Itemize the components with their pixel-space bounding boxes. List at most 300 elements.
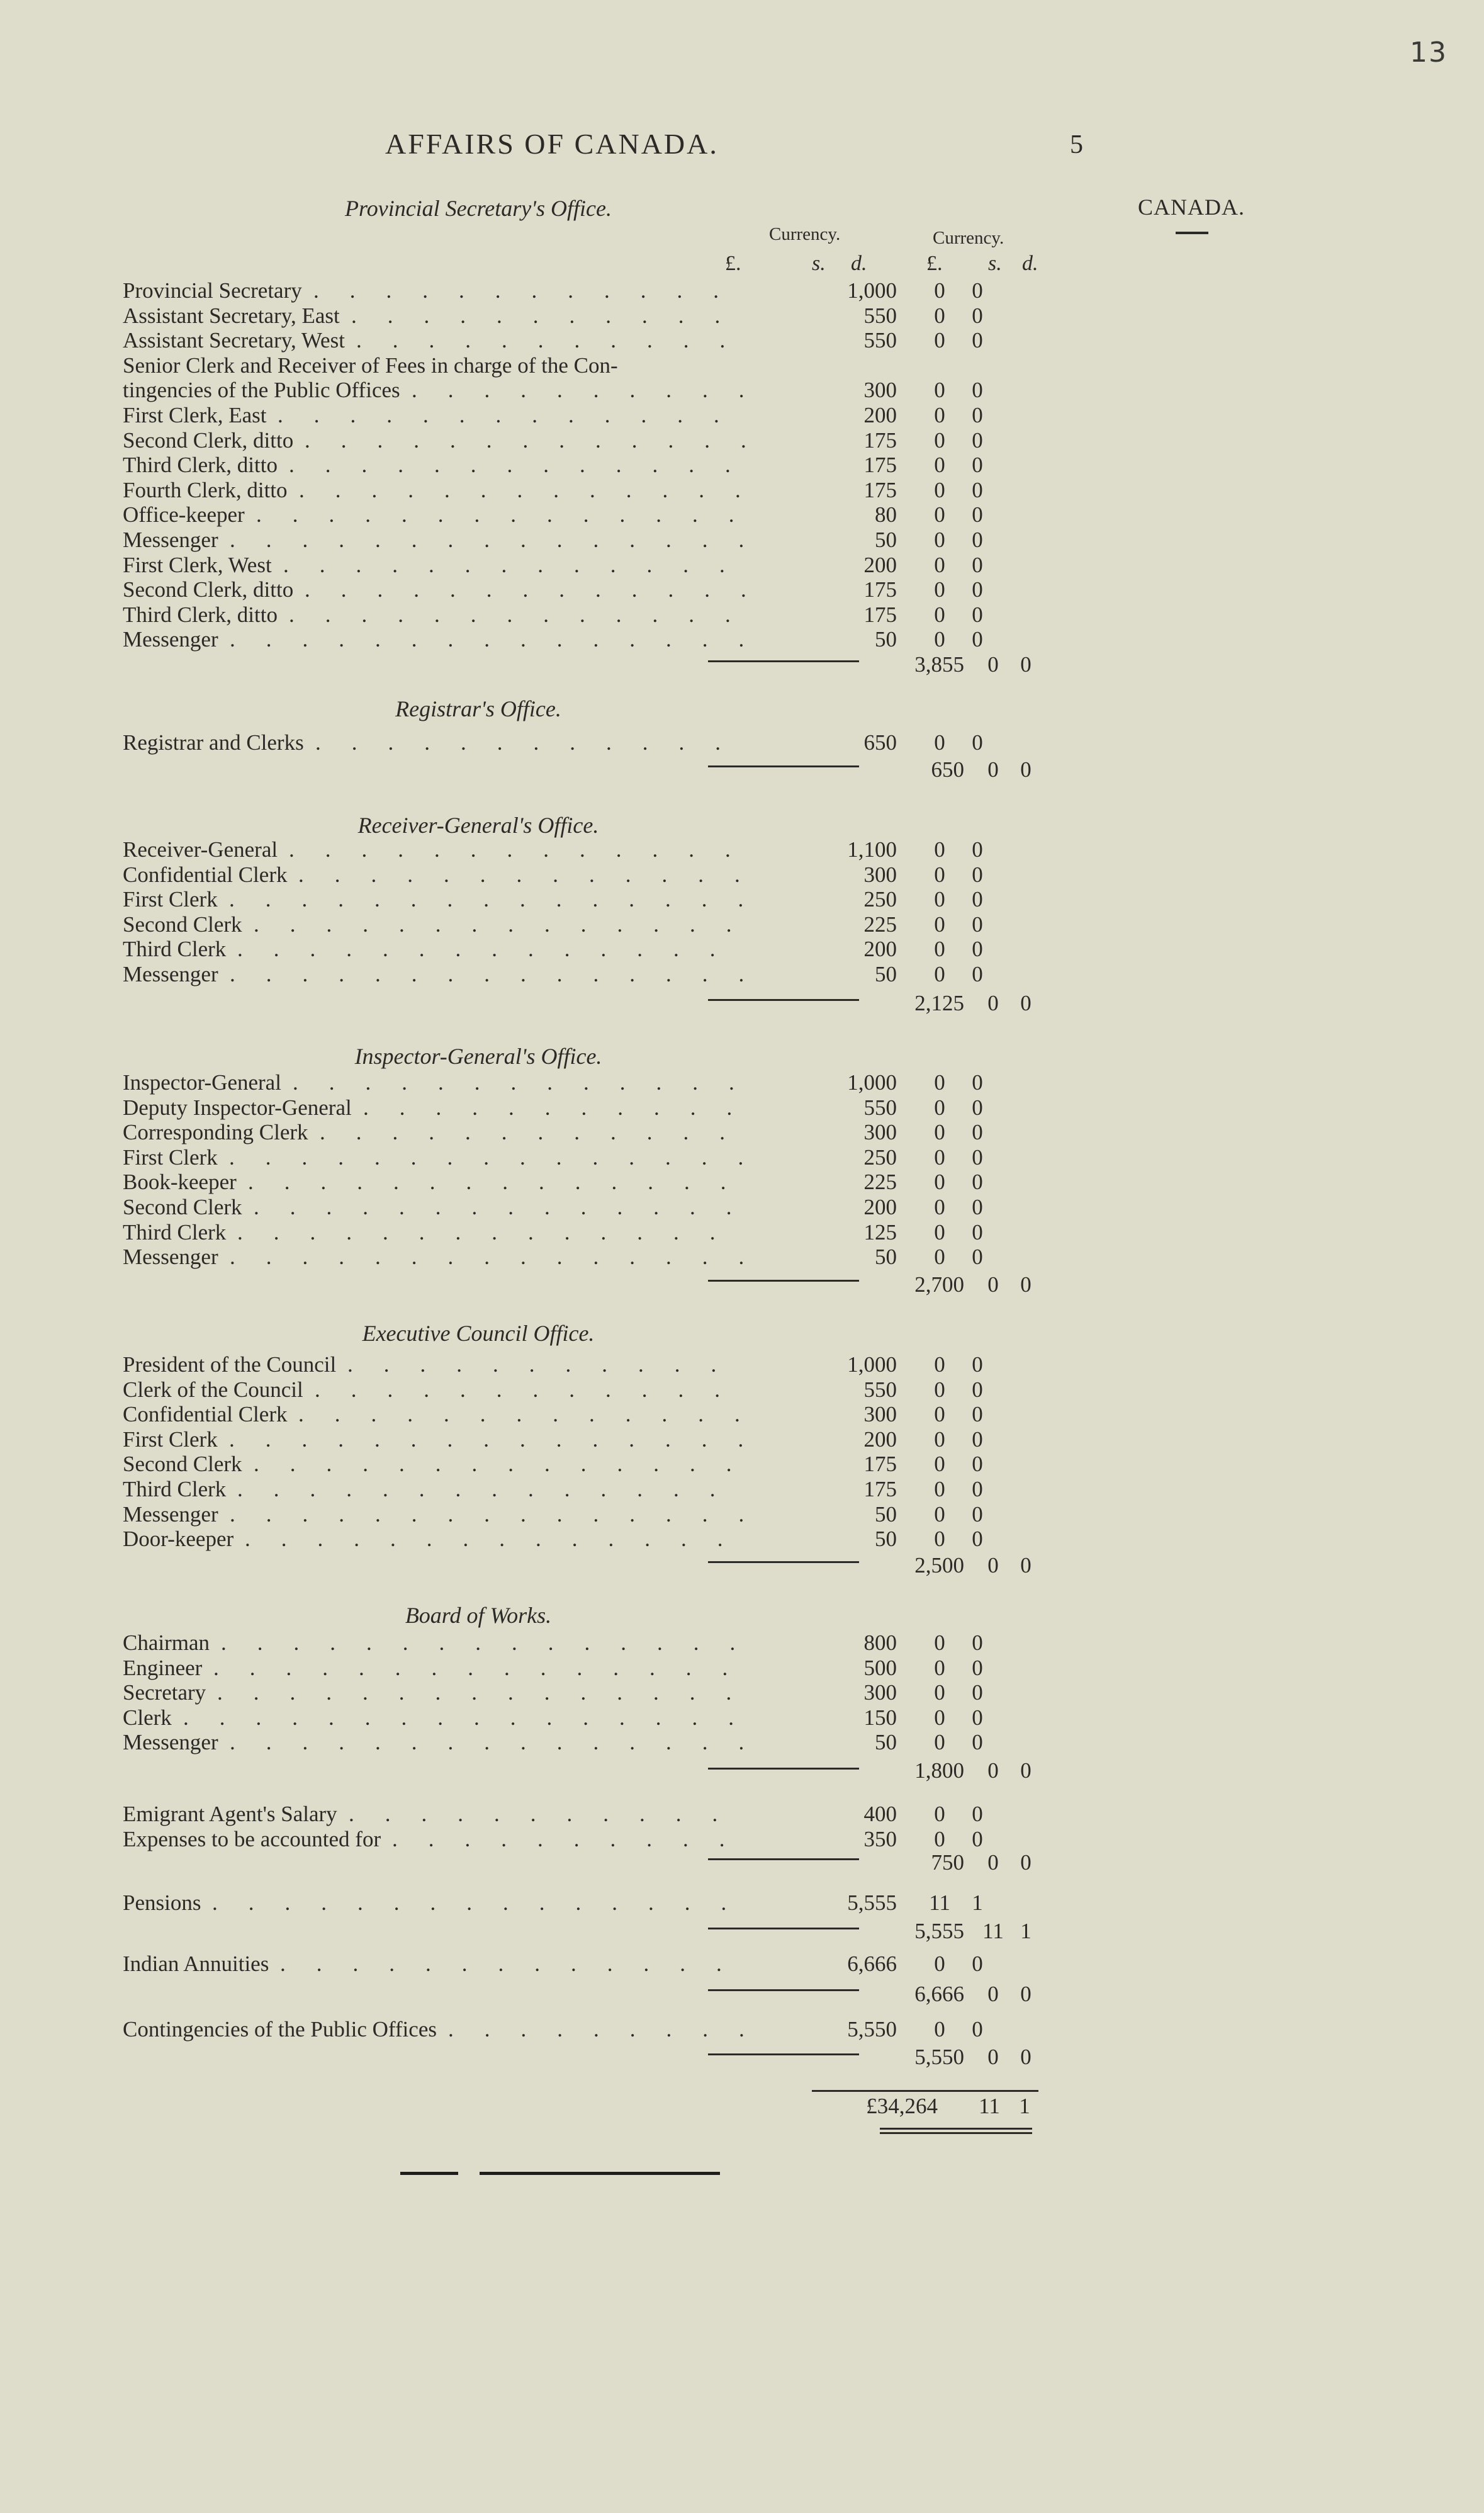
- row-pounds: 200: [863, 1195, 897, 1219]
- row-pounds: 800: [863, 1630, 897, 1655]
- section-total-pounds: 6,666: [914, 1982, 964, 2006]
- section-total-pence: 0: [1020, 1553, 1031, 1578]
- row-label: Assistant Secretary, East: [123, 303, 340, 328]
- section-total-pence: 1: [1020, 1919, 1031, 1943]
- row-label: Chairman: [123, 1630, 210, 1655]
- row-label: tingencies of the Public Offices: [123, 378, 400, 403]
- row-pounds: 300: [863, 378, 897, 403]
- section-total-shillings: 0: [987, 1553, 999, 1578]
- row-shillings: 0: [934, 1951, 945, 1976]
- section-total-pounds: 2,125: [914, 991, 964, 1015]
- row-shillings: 0: [934, 278, 945, 303]
- row-label: Assistant Secretary, West: [123, 328, 345, 353]
- page-title: AFFAIRS OF CANADA.: [385, 128, 719, 160]
- row-pounds: 1,000: [847, 278, 897, 303]
- row-pounds: 50: [875, 1527, 897, 1552]
- ledger-row: [123, 912, 1042, 937]
- row-pence: 0: [972, 378, 983, 403]
- ledger-row: [123, 1477, 1042, 1502]
- row-pounds: 200: [863, 1426, 897, 1452]
- section-total-pounds: 1,800: [914, 1758, 964, 1783]
- section-total-shillings: 0: [987, 2045, 999, 2069]
- row-pence: 0: [972, 577, 983, 602]
- ledger-row: [123, 2017, 1042, 2042]
- pounds-header-left: £.: [725, 252, 741, 275]
- row-label: Receiver-General: [123, 837, 278, 862]
- row-pounds: 50: [875, 1501, 897, 1527]
- row-shillings: 0: [934, 378, 945, 403]
- row-pounds: 350: [863, 1826, 897, 1851]
- ledger-row: [123, 602, 1042, 628]
- row-shillings: 0: [934, 1170, 945, 1195]
- leader-dots: .............: [298, 1402, 771, 1427]
- section-total: [0, 2045, 1070, 2070]
- row-pounds: 300: [863, 1120, 897, 1145]
- leader-dots: ...........: [351, 303, 751, 328]
- pence-header-left: d.: [851, 252, 867, 275]
- leader-dots: ..............: [256, 502, 765, 528]
- row-pence: 0: [972, 1705, 983, 1730]
- row-pounds: 6,666: [847, 1951, 897, 1976]
- row-label: Second Clerk, ditto: [123, 427, 294, 453]
- leader-dots: ................: [183, 1705, 765, 1730]
- grand-total-rule-top: [812, 2090, 1038, 2092]
- ledger-row: [123, 1680, 1042, 1705]
- section-total-pounds: 5,550: [914, 2045, 964, 2069]
- row-pounds: 225: [863, 912, 897, 937]
- row-shillings: 0: [934, 328, 945, 353]
- row-pounds: 175: [863, 427, 897, 453]
- section-title: Executive Council Office.: [362, 1321, 595, 1346]
- leader-dots: ..............: [237, 1477, 746, 1501]
- row-pounds: 5,550: [847, 2017, 897, 2041]
- ledger-row: [123, 1402, 1042, 1427]
- row-shillings: 0: [934, 1655, 945, 1680]
- row-pence: 0: [972, 552, 983, 577]
- ledger-row: [123, 378, 1042, 403]
- row-pounds: 1,000: [847, 1352, 897, 1377]
- section-total-pounds: 750: [931, 1850, 964, 1875]
- leader-dots: ...............: [230, 1730, 775, 1755]
- row-pounds: 300: [863, 1680, 897, 1705]
- row-pounds: 50: [875, 528, 897, 552]
- leader-dots: ..............: [254, 1195, 763, 1219]
- ledger-row: [123, 1705, 1042, 1731]
- row-label: Second Clerk: [123, 912, 242, 937]
- leader-dots: ...........: [356, 328, 756, 353]
- row-pence: 0: [972, 962, 983, 986]
- row-pence: 0: [972, 887, 983, 912]
- ledger-row: [123, 1170, 1042, 1195]
- leader-dots: .............: [278, 403, 750, 427]
- ledger-row: [123, 577, 1042, 602]
- leader-dots: ...........: [349, 1802, 749, 1826]
- row-pence: 0: [972, 477, 983, 502]
- row-shillings: 0: [934, 427, 945, 453]
- row-label: Third Clerk: [123, 1477, 227, 1501]
- row-pence: 0: [972, 1402, 983, 1427]
- row-shillings: 0: [934, 1352, 945, 1377]
- row-label: First Clerk, West: [123, 552, 272, 577]
- shillings-header-left: s.: [812, 252, 826, 275]
- row-label: Corresponding Clerk: [123, 1120, 308, 1145]
- row-shillings: 0: [934, 1377, 945, 1402]
- row-label: Messenger: [123, 627, 218, 652]
- row-shillings: 0: [934, 912, 945, 937]
- ledger-row: [123, 962, 1042, 987]
- row-pence: 0: [972, 1680, 983, 1705]
- shillings-header-right: s.: [988, 252, 1002, 275]
- leader-dots: ............: [315, 730, 751, 755]
- closing-rule-left: [400, 2172, 458, 2175]
- row-pounds: 50: [875, 627, 897, 652]
- row-label: Second Clerk: [123, 1452, 242, 1477]
- row-pounds: 50: [875, 1730, 897, 1755]
- row-label: Expenses to be accounted for: [123, 1826, 381, 1851]
- row-pence: 0: [972, 912, 983, 937]
- ledger-row: [123, 862, 1042, 888]
- row-label: Messenger: [123, 1501, 218, 1527]
- ledger-row: [123, 353, 1042, 378]
- row-pence: 0: [972, 1170, 983, 1195]
- row-label: Second Clerk, ditto: [123, 577, 294, 602]
- row-shillings: 0: [934, 453, 945, 478]
- row-pounds: 550: [863, 303, 897, 328]
- leader-dots: ...............: [230, 962, 775, 986]
- ledger-row: [123, 1527, 1042, 1552]
- row-pence: 0: [972, 1527, 983, 1552]
- row-pence: 0: [972, 2017, 983, 2041]
- pounds-header-right: £.: [926, 252, 943, 275]
- row-pence: 0: [972, 1655, 983, 1680]
- row-shillings: 0: [934, 1070, 945, 1095]
- row-shillings: 0: [934, 1477, 945, 1501]
- row-pounds: 300: [863, 862, 897, 887]
- row-label: Fourth Clerk, ditto: [123, 477, 288, 502]
- leader-dots: ............: [320, 1120, 756, 1145]
- leader-dots: ...............: [229, 1144, 775, 1170]
- row-pence: 0: [972, 328, 983, 353]
- row-shillings: 0: [934, 502, 945, 528]
- ledger-row: [123, 1245, 1042, 1270]
- row-label: Book-keeper: [123, 1170, 237, 1195]
- row-pounds: 225: [863, 1170, 897, 1195]
- row-pence: 0: [972, 1951, 983, 1976]
- ledger-row: [123, 1630, 1042, 1656]
- section-total-shillings: 0: [987, 1850, 999, 1875]
- row-pounds: 200: [863, 937, 897, 962]
- ledger-row: [123, 478, 1042, 503]
- row-shillings: 0: [934, 1120, 945, 1145]
- leader-dots: .........: [448, 2017, 775, 2041]
- grand-total-rule-bottom-1: [880, 2128, 1032, 2130]
- leader-dots: ...............: [217, 1680, 763, 1705]
- leader-dots: ...........: [363, 1095, 763, 1120]
- ledger-row: [123, 278, 1042, 303]
- ledger-row: [123, 1220, 1042, 1245]
- row-shillings: 0: [934, 1402, 945, 1427]
- row-shillings: 0: [934, 1802, 945, 1826]
- section-total-pence: 0: [1020, 2045, 1031, 2069]
- corner-page-number: 13: [1410, 37, 1447, 69]
- leader-dots: .............: [289, 602, 762, 627]
- leader-dots: ..............: [248, 1170, 757, 1195]
- ledger-row: [123, 403, 1042, 428]
- row-shillings: 0: [934, 1630, 945, 1655]
- row-pounds: 400: [863, 1802, 897, 1826]
- section-total-shillings: 0: [987, 757, 999, 782]
- row-pence: 0: [972, 1630, 983, 1655]
- row-pounds: 300: [863, 1402, 897, 1427]
- row-pence: 0: [972, 1477, 983, 1501]
- leader-dots: ..............: [237, 937, 746, 962]
- leader-dots: .............: [298, 862, 771, 887]
- row-pounds: 125: [863, 1219, 897, 1245]
- row-pounds: 175: [863, 477, 897, 502]
- row-label: Third Clerk, ditto: [123, 602, 278, 627]
- grand-total-pence: 1: [1019, 2094, 1030, 2118]
- leader-dots: ..............: [254, 1452, 763, 1477]
- section-title: Inspector-General's Office.: [354, 1044, 602, 1069]
- row-pounds: 175: [863, 453, 897, 478]
- leader-dots: ..........: [412, 378, 775, 403]
- row-pounds: 50: [875, 962, 897, 986]
- ledger-row: [123, 730, 1042, 755]
- leader-dots: .............: [280, 1951, 753, 1976]
- section-total: [0, 757, 1070, 782]
- grand-total: [818, 2094, 1045, 2119]
- row-shillings: 0: [934, 2017, 945, 2041]
- ledger-row: [123, 1452, 1042, 1477]
- currency-header-left: Currency.: [769, 224, 841, 244]
- row-shillings: 0: [934, 577, 945, 602]
- leader-dots: ..............: [254, 912, 763, 937]
- section-total-shillings: 11: [982, 1919, 1004, 1943]
- row-pence: 0: [972, 730, 983, 755]
- row-shillings: 0: [934, 477, 945, 502]
- leader-dots: ...............: [230, 627, 775, 652]
- leader-dots: ...............: [229, 1426, 775, 1452]
- leader-dots: ..............: [245, 1527, 754, 1552]
- section-total-shillings: 0: [987, 652, 999, 677]
- ledger-row: [123, 528, 1042, 553]
- row-label: Third Clerk: [123, 1219, 227, 1245]
- section-total-shillings: 0: [987, 1272, 999, 1297]
- row-label: Inspector-General: [123, 1070, 281, 1095]
- row-label: Clerk of the Council: [123, 1377, 303, 1402]
- margin-heading-rule: [1176, 232, 1208, 234]
- ledger-row: [123, 1890, 1042, 1916]
- section-total: [0, 991, 1070, 1016]
- leader-dots: ...............: [213, 1655, 759, 1680]
- leader-dots: ............: [315, 1377, 751, 1402]
- row-label: First Clerk: [123, 1426, 218, 1452]
- section-total-pounds: 2,500: [914, 1553, 964, 1578]
- ledger-row: [123, 1145, 1042, 1170]
- ledger-row: [123, 453, 1042, 478]
- ledger-row: [123, 1427, 1042, 1452]
- row-shillings: 0: [934, 937, 945, 962]
- row-shillings: 0: [934, 1527, 945, 1552]
- section-total-pounds: 650: [931, 757, 964, 782]
- pence-header-right: d.: [1022, 252, 1038, 275]
- row-pence: 0: [972, 502, 983, 528]
- section-title: Provincial Secretary's Office.: [345, 196, 612, 221]
- row-shillings: 0: [934, 1095, 945, 1120]
- row-label: Confidential Clerk: [123, 862, 288, 887]
- row-label: Confidential Clerk: [123, 1402, 288, 1427]
- row-pence: 0: [972, 627, 983, 652]
- section-total: [0, 1919, 1070, 1944]
- margin-heading: CANADA.: [1138, 195, 1245, 220]
- grand-total-shillings: 11: [979, 2094, 1000, 2118]
- section-total-pence: 0: [1020, 1758, 1031, 1783]
- ledger-row: [123, 502, 1042, 528]
- row-shillings: 0: [934, 552, 945, 577]
- row-label: President of the Council: [123, 1352, 337, 1377]
- row-shillings: 0: [934, 303, 945, 328]
- row-shillings: 0: [934, 1730, 945, 1755]
- row-pounds: 175: [863, 1477, 897, 1501]
- row-label: Messenger: [123, 1245, 218, 1270]
- row-label: Contingencies of the Public Offices: [123, 2017, 437, 2041]
- section-total: [0, 1758, 1070, 1783]
- ledger-row: [123, 1730, 1042, 1755]
- row-shillings: 0: [934, 1426, 945, 1452]
- row-pence: 0: [972, 1352, 983, 1377]
- row-pounds: 200: [863, 403, 897, 427]
- row-pounds: 550: [863, 1095, 897, 1120]
- row-pence: 0: [972, 1095, 983, 1120]
- row-shillings: 0: [934, 1195, 945, 1219]
- row-label: First Clerk: [123, 887, 218, 912]
- row-label: Secretary: [123, 1680, 206, 1705]
- section-total: [0, 1850, 1070, 1875]
- row-label: First Clerk: [123, 1144, 218, 1170]
- ledger-row: [123, 1095, 1042, 1121]
- section-total-pounds: 5,555: [914, 1919, 964, 1943]
- leader-dots: .............: [293, 1070, 765, 1095]
- row-shillings: 0: [934, 1705, 945, 1730]
- grand-total-rule-bottom-2: [880, 2132, 1032, 2134]
- row-pence: 0: [972, 1377, 983, 1402]
- row-pence: 0: [972, 1501, 983, 1527]
- row-pounds: 200: [863, 552, 897, 577]
- row-pounds: 50: [875, 1245, 897, 1270]
- leader-dots: ...............: [229, 887, 775, 912]
- row-label: Office-keeper: [123, 502, 245, 528]
- row-shillings: 0: [934, 528, 945, 552]
- ledger-row: [123, 303, 1042, 329]
- row-label: Messenger: [123, 1730, 218, 1755]
- leader-dots: .............: [283, 552, 756, 577]
- ledger-row: [123, 1120, 1042, 1145]
- row-shillings: 0: [934, 403, 945, 427]
- section-total: [0, 1272, 1070, 1297]
- row-pence: 1: [972, 1890, 983, 1915]
- ledger-row: [123, 937, 1042, 962]
- row-label: First Clerk, East: [123, 403, 267, 427]
- row-pounds: 250: [863, 1144, 897, 1170]
- row-shillings: 0: [934, 602, 945, 627]
- row-label: Emigrant Agent's Salary: [123, 1802, 337, 1826]
- leader-dots: ...............: [221, 1630, 767, 1655]
- row-pence: 0: [972, 1120, 983, 1145]
- leader-dots: ..............: [237, 1219, 746, 1245]
- row-label: Messenger: [123, 962, 218, 986]
- row-pence: 0: [972, 403, 983, 427]
- row-label: Third Clerk: [123, 937, 227, 962]
- section-total-pence: 0: [1020, 991, 1031, 1015]
- section-title: Board of Works.: [405, 1603, 552, 1628]
- row-pounds: 550: [863, 328, 897, 353]
- section-total: [0, 1982, 1070, 2007]
- row-label: Provincial Secretary: [123, 278, 302, 303]
- row-label: Senior Clerk and Receiver of Fees in charge of the Con-: [123, 353, 618, 378]
- row-pounds: 175: [863, 577, 897, 602]
- row-pence: 0: [972, 427, 983, 453]
- ledger-row: [123, 1195, 1042, 1220]
- section-total-pounds: 3,855: [914, 652, 964, 677]
- ledger-row: [123, 1070, 1042, 1095]
- row-pence: 0: [972, 937, 983, 962]
- leader-dots: ...............: [230, 528, 775, 552]
- row-pounds: 550: [863, 1377, 897, 1402]
- ledger-row: [123, 328, 1042, 353]
- row-label: Engineer: [123, 1655, 203, 1680]
- leader-dots: ...........: [347, 1352, 748, 1377]
- ledger-row: [123, 553, 1042, 578]
- row-pence: 0: [972, 528, 983, 552]
- row-label: Registrar and Clerks: [123, 730, 304, 755]
- row-pounds: 250: [863, 887, 897, 912]
- row-shillings: 0: [934, 1245, 945, 1270]
- ledger-row: [123, 1502, 1042, 1527]
- row-pounds: 1,000: [847, 1070, 897, 1095]
- row-shillings: 0: [934, 1826, 945, 1851]
- row-pence: 0: [972, 1195, 983, 1219]
- ledger-row: [123, 1827, 1042, 1852]
- row-label: Door-keeper: [123, 1527, 234, 1552]
- ledger-row: [123, 1352, 1042, 1377]
- row-pounds: 500: [863, 1655, 897, 1680]
- ledger-row: [123, 428, 1042, 453]
- section-total-shillings: 0: [987, 1758, 999, 1783]
- section-total-pounds: 2,700: [914, 1272, 964, 1297]
- row-pounds: 175: [863, 1452, 897, 1477]
- section-total-shillings: 0: [987, 1982, 999, 2006]
- ledger-row: [123, 1802, 1042, 1827]
- row-pence: 0: [972, 1144, 983, 1170]
- ledger-row: [123, 887, 1042, 912]
- row-pounds: 1,100: [847, 837, 897, 862]
- currency-header-right: Currency.: [933, 228, 1004, 248]
- row-pence: 0: [972, 862, 983, 887]
- leader-dots: ...............: [212, 1890, 758, 1915]
- row-pence: 0: [972, 602, 983, 627]
- row-pence: 0: [972, 303, 983, 328]
- leader-dots: ...............: [230, 1245, 775, 1270]
- section-total-pence: 0: [1020, 1850, 1031, 1875]
- row-pence: 0: [972, 1452, 983, 1477]
- row-shillings: 0: [934, 862, 945, 887]
- row-shillings: 0: [934, 837, 945, 862]
- row-label: Messenger: [123, 528, 218, 552]
- leader-dots: .............: [299, 477, 772, 502]
- row-pence: 0: [972, 837, 983, 862]
- row-pence: 0: [972, 1426, 983, 1452]
- row-shillings: 0: [934, 1501, 945, 1527]
